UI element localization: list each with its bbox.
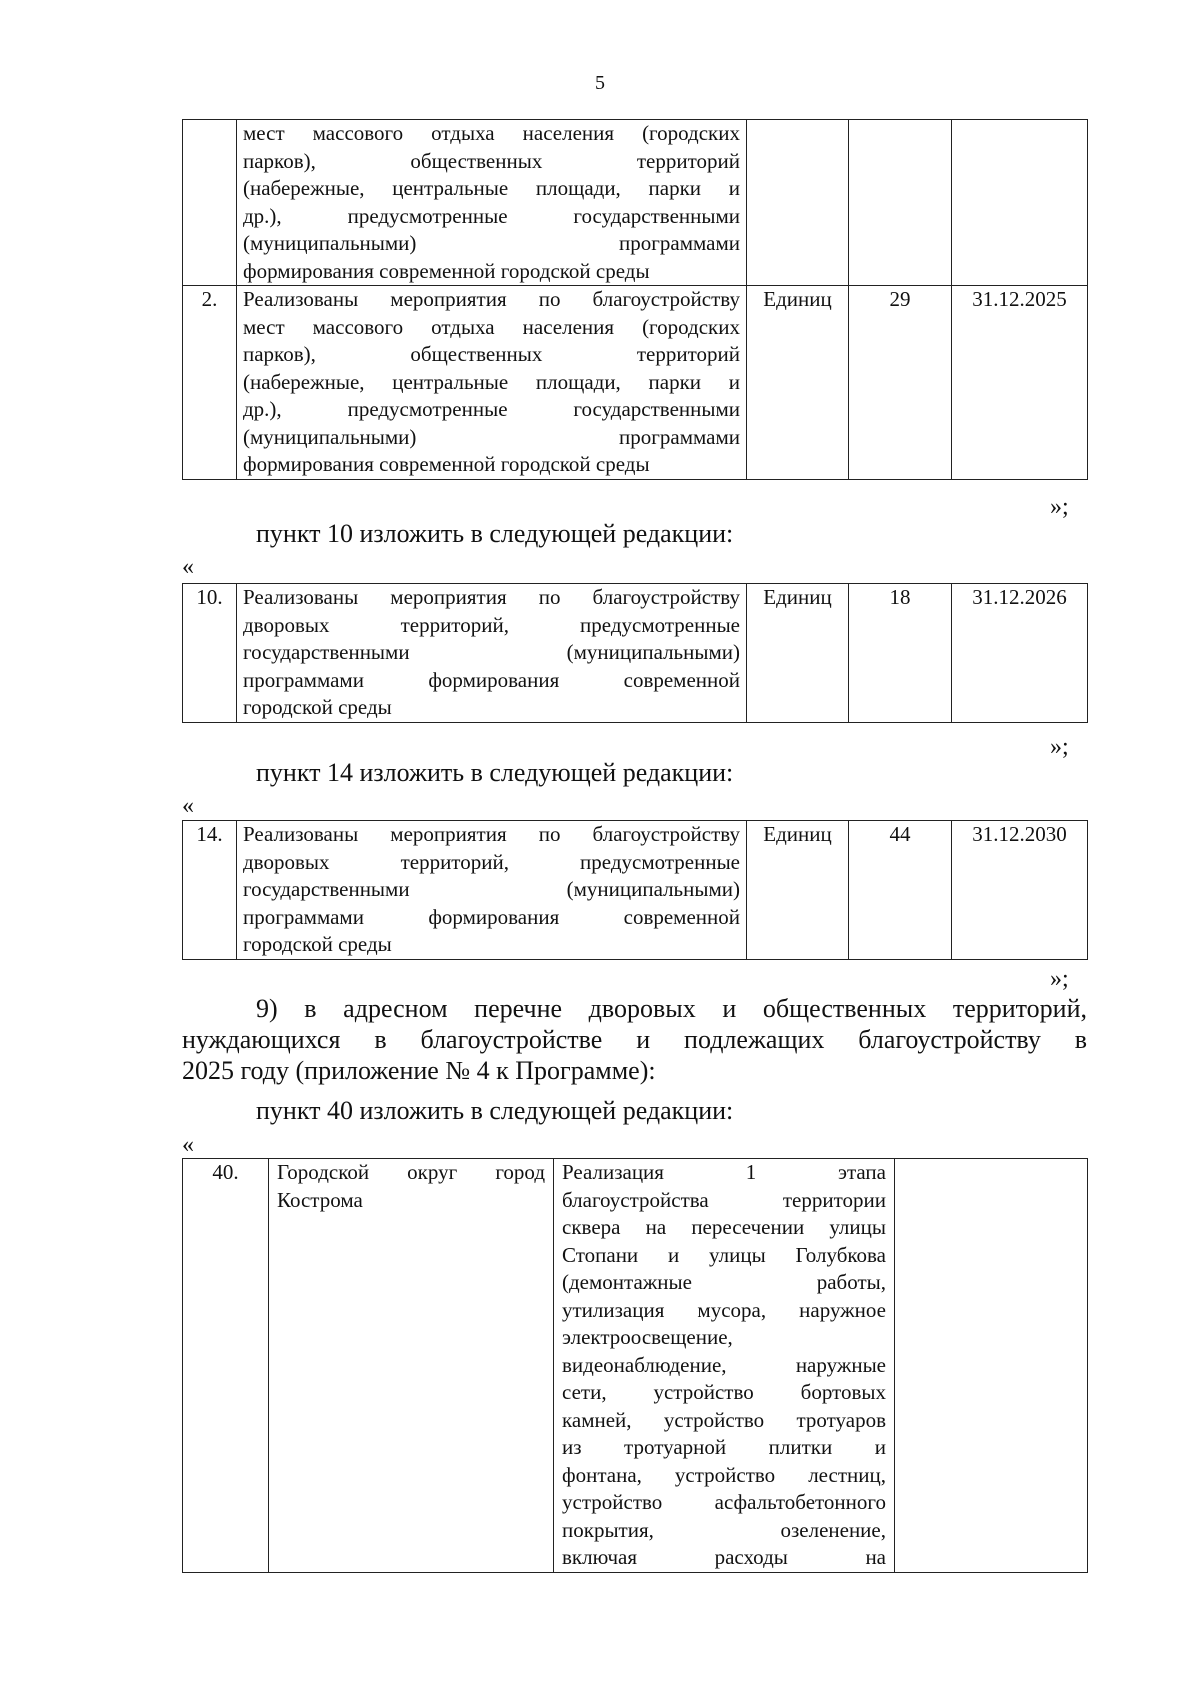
unit-cell: Единиц [747, 286, 849, 480]
works-description [554, 1159, 895, 1573]
text-line: программами формирования современной [243, 667, 740, 692]
text-line: (набережные, центральные площади, парки и [243, 369, 740, 394]
text-line: др.), предусмотренные государственными [243, 203, 740, 228]
text-line: сети, устройство бортовых [562, 1380, 886, 1404]
text-line: программами формирования современной [243, 904, 740, 929]
text-line: благоустройства территории [562, 1187, 886, 1212]
paragraph-heading: пункт 40 изложить в следующей редакции: [256, 1096, 734, 1125]
text-line: утилизация мусора, наружное [562, 1297, 886, 1322]
text-line: формирования современной городской среды [243, 258, 650, 283]
indicator-name [237, 120, 747, 286]
text-line: Реализация 1 этапа [562, 1160, 886, 1184]
unit-cell [747, 120, 849, 286]
text-line: (муниципальными) программами [243, 424, 740, 449]
text-line: Стопани и улицы Голубкова [562, 1242, 886, 1267]
indicators-table-item-14 [182, 820, 1088, 960]
text-line: Городской округ город [277, 1160, 545, 1184]
address-list-table-item-40 [182, 1158, 1088, 1573]
paragraph-9 [182, 993, 1087, 1086]
extra-cell [895, 1159, 1088, 1573]
paragraph-heading: пункт 14 изложить в следующей редакции: [256, 758, 734, 787]
indicator-name [237, 821, 747, 960]
text-line: покрытия, озеленение, [562, 1517, 886, 1542]
text-line: устройство асфальтобетонного [562, 1490, 886, 1514]
row-number [183, 120, 237, 286]
table-row [183, 1159, 1088, 1573]
text-line: включая расходы на [562, 1545, 886, 1569]
text-line: городской среды [243, 695, 392, 719]
opening-quote: « [182, 1132, 194, 1158]
text-line: из тротуарной плитки и [562, 1435, 886, 1459]
row-number: 40. [183, 1159, 269, 1573]
indicator-name [237, 286, 747, 480]
text-line: городской среды [243, 932, 392, 956]
text-line: (набережные, центральные площади, парки и [243, 176, 740, 200]
value-cell: 29 [849, 286, 952, 480]
text-line: государственными (муниципальными) [243, 640, 740, 664]
page-number: 5 [595, 72, 605, 94]
indicators-table-continued [182, 119, 1088, 480]
date-cell: 31.12.2030 [952, 821, 1088, 960]
text-line: парков), общественных территорий [243, 342, 740, 366]
text-line: Реализованы мероприятия по благоустройству [243, 585, 740, 609]
text-line: сквера на пересечении улицы [562, 1215, 886, 1239]
table-row [183, 120, 1088, 286]
text-line: дворовых территорий, предусмотренные [243, 849, 740, 874]
indicators-table-item-10 [182, 583, 1088, 723]
table-row [183, 584, 1088, 723]
text-line: 9) в адресном перечне дворовых и общественных территорий, [256, 994, 1087, 1023]
date-cell: 31.12.2025 [952, 286, 1088, 480]
date-cell [952, 120, 1088, 286]
text-line: Реализованы мероприятия по благоустройству [243, 822, 740, 846]
text-line: (муниципальными) программами [243, 231, 740, 255]
unit-cell: Единиц [747, 584, 849, 723]
text-line: формирования современной городской среды [243, 452, 650, 476]
value-cell [849, 120, 952, 286]
text-line: др.), предусмотренные государственными [243, 397, 740, 421]
paragraph-heading: пункт 10 изложить в следующей редакции: [256, 519, 734, 548]
text-line: видеонаблюдение, наружные [562, 1352, 886, 1377]
text-line: Реализованы мероприятия по благоустройству [243, 287, 740, 311]
text-line: (демонтажные работы, [562, 1270, 886, 1294]
closing-quote: »; [1050, 966, 1069, 992]
text-line: 2025 году (приложение № 4 к Программе): [182, 1056, 656, 1085]
text-line: мест массового отдыха населения (городских [243, 121, 740, 145]
text-line: электроосвещение, [562, 1325, 733, 1349]
unit-cell: Единиц [747, 821, 849, 960]
row-number: 14. [183, 821, 237, 960]
text-line: нуждающихся в благоустройстве и подлежащих благоустройству в [182, 1025, 1087, 1054]
closing-quote: »; [1050, 494, 1069, 520]
opening-quote: « [182, 554, 194, 580]
text-line: дворовых территорий, предусмотренные [243, 612, 740, 637]
opening-quote: « [182, 793, 194, 819]
text-line: Кострома [277, 1187, 363, 1212]
territory-name [269, 1159, 554, 1573]
row-number: 2. [183, 286, 237, 480]
date-cell: 31.12.2026 [952, 584, 1088, 723]
row-number: 10. [183, 584, 237, 723]
text-line: парков), общественных территорий [243, 148, 740, 173]
text-line: камней, устройство тротуаров [562, 1407, 886, 1432]
value-cell: 18 [849, 584, 952, 723]
value-cell: 44 [849, 821, 952, 960]
table-row [183, 286, 1088, 480]
indicator-name [237, 584, 747, 723]
text-line: мест массового отдыха населения (городских [243, 314, 740, 339]
text-line: государственными (муниципальными) [243, 877, 740, 901]
table-row [183, 821, 1088, 960]
text-line: фонтана, устройство лестниц, [562, 1462, 886, 1487]
closing-quote: »; [1050, 734, 1069, 760]
